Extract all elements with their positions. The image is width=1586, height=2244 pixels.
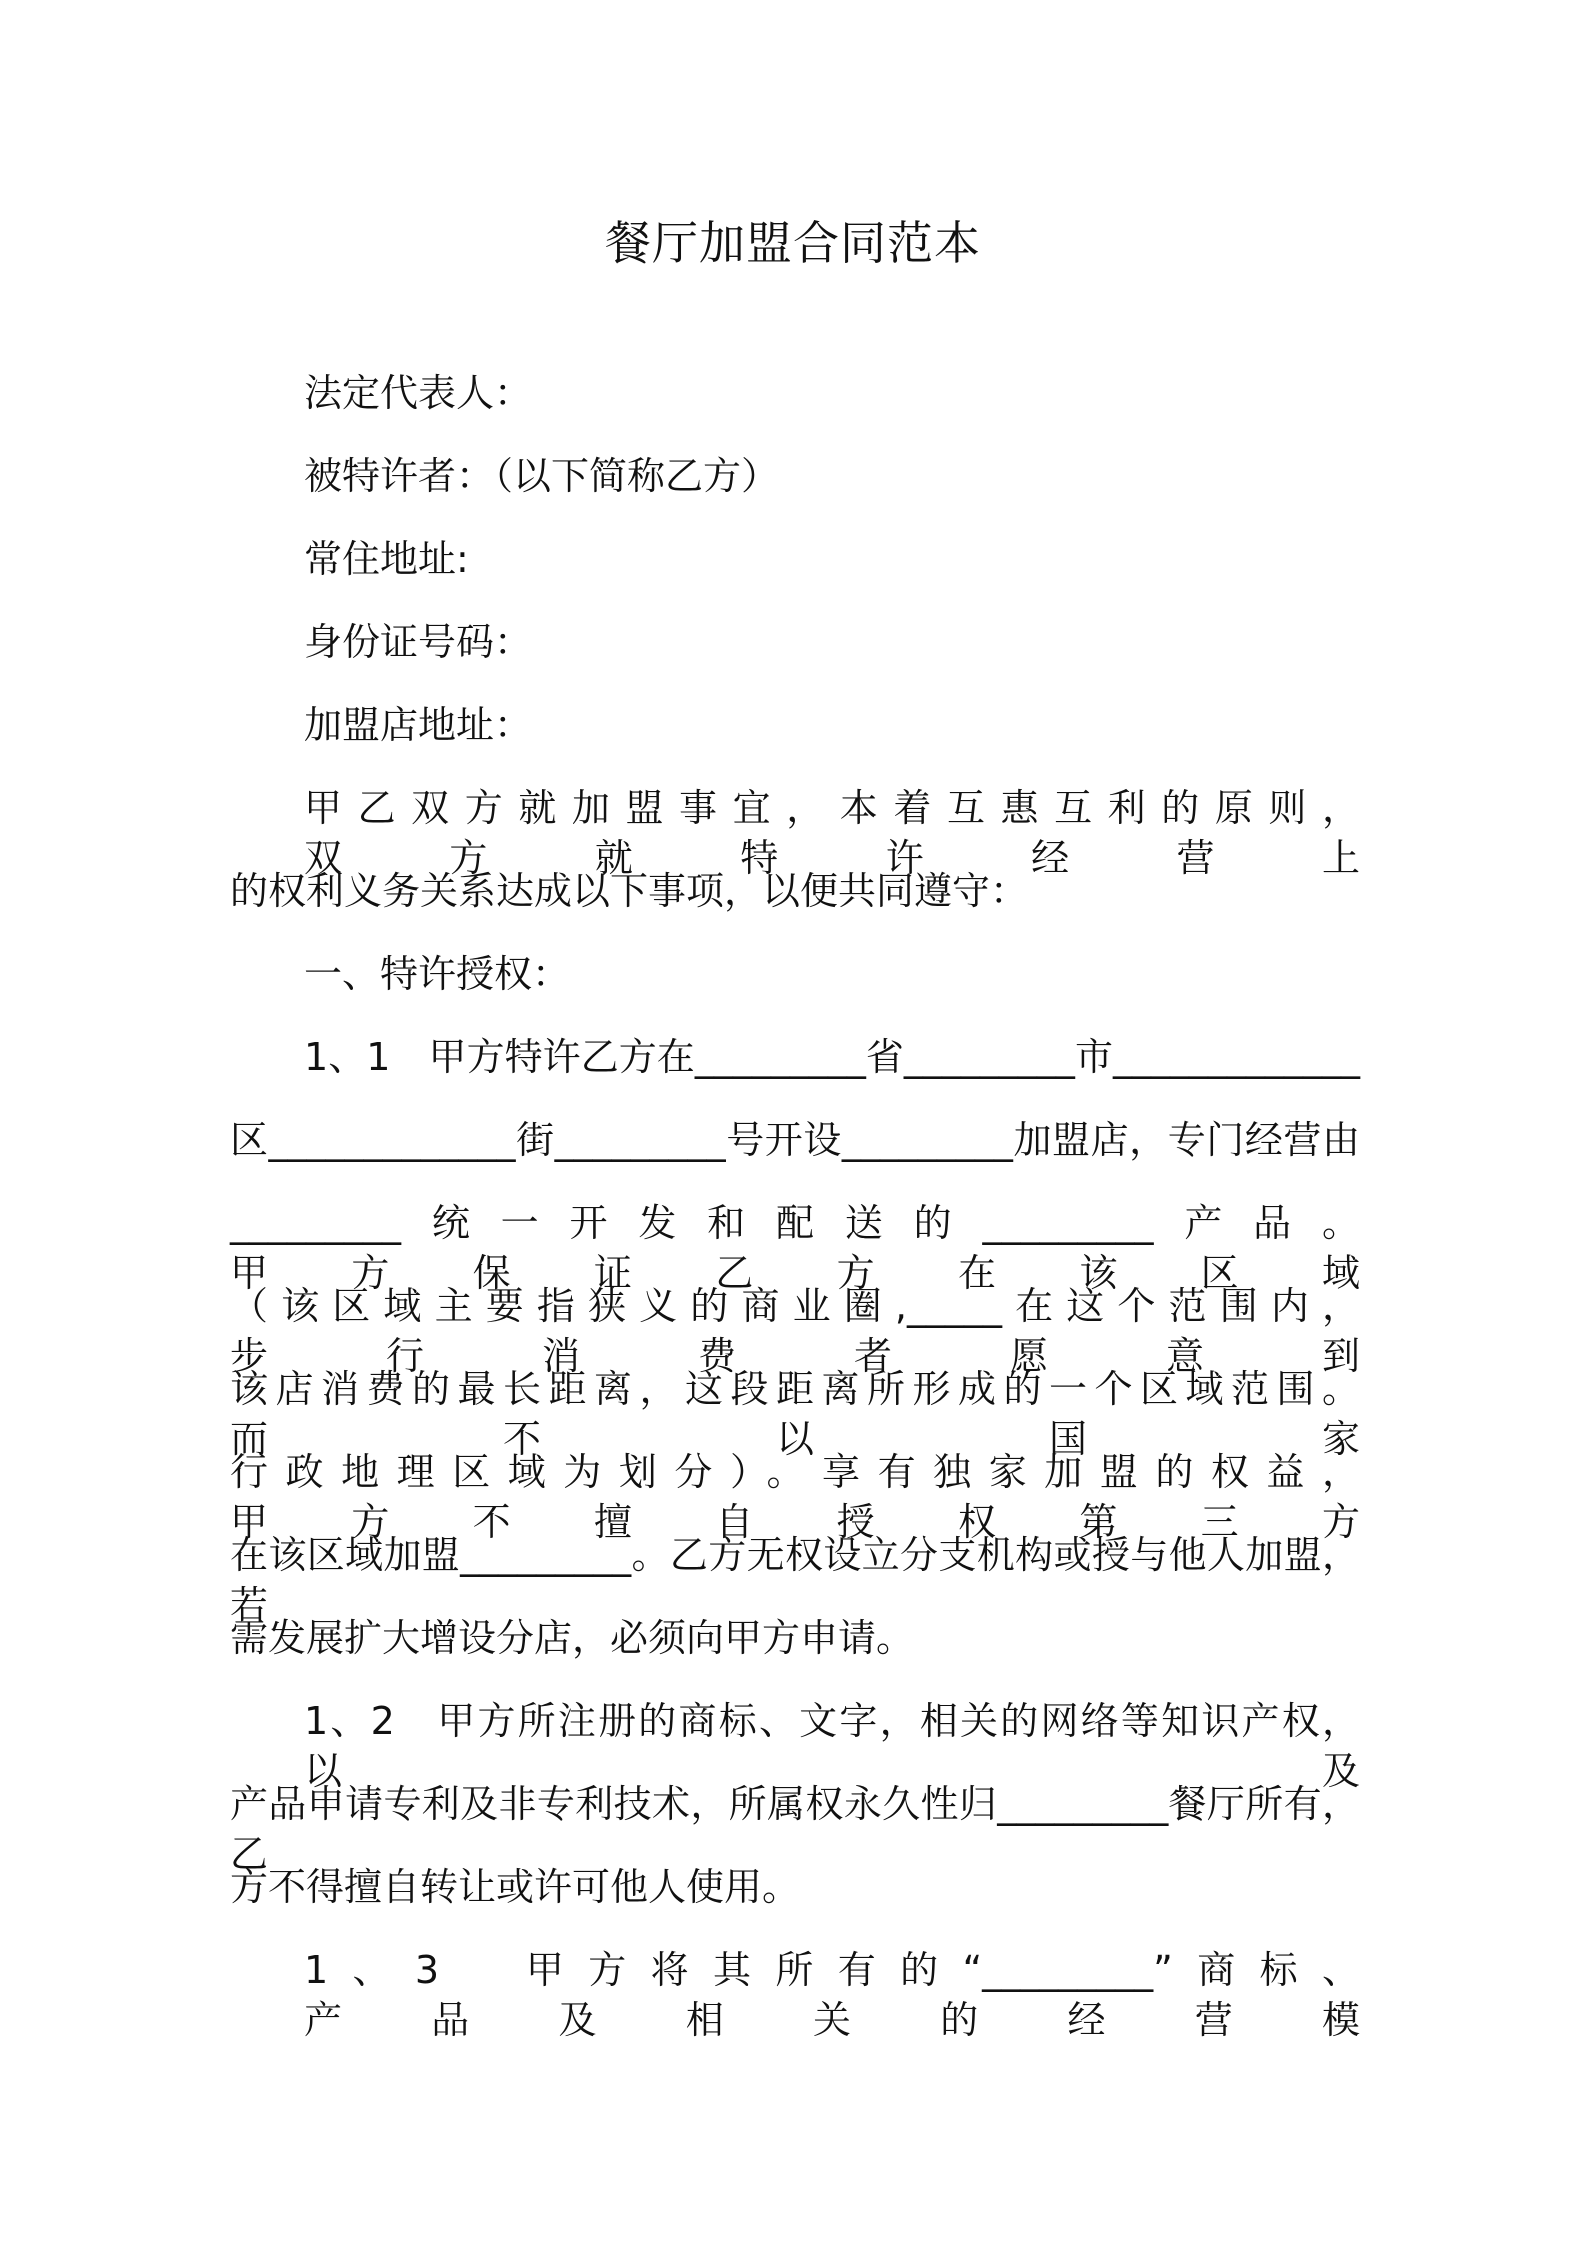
- field-legal-representative: 法定代表人：: [304, 371, 533, 415]
- clause-line: 区_____________街_________号开设_________加盟店，专门经营由: [230, 1118, 1360, 1162]
- clause-line: 在该区域加盟_________。乙方无权设立分支机构或授与他人加盟，若: [230, 1533, 1360, 1627]
- field-permanent-address: 常住地址:: [304, 537, 469, 581]
- paragraph-line: 甲乙双方就加盟事宜，本着互惠互利的原则，双方就特许经营上: [304, 786, 1360, 880]
- field-franchisee: 被特许者：（以下简称乙方）: [304, 454, 780, 498]
- clause-line: 该店消费的最长距离，这段距离所形成的一个区域范围。而不以国家: [230, 1367, 1360, 1461]
- clause-line: 1、3 甲方将其所有的“_________”商标、产品及相关的经营模: [304, 1948, 1360, 2042]
- clause-line: 1、2 甲方所注册的商标、文字，相关的网络等知识产权，以及: [304, 1699, 1360, 1793]
- field-id-number: 身份证号码：: [304, 620, 533, 664]
- paragraph-line: 的权利义务关系达成以下事项，以便共同遵守：: [230, 869, 1029, 913]
- clause-line: 产品申请专利及非专利技术，所属权永久性归_________餐厅所有，乙: [230, 1782, 1360, 1876]
- clause-line: 方不得擅自转让或许可他人使用。: [230, 1865, 801, 1909]
- clause-line: 行政地理区域为划分）。享有独家加盟的权益，甲方不擅自授权第三方: [230, 1450, 1360, 1544]
- document-title: 餐厅加盟合同范本: [605, 216, 981, 270]
- clause-line: _________统一开发和配送的_________产品。甲方保证乙方在该区域: [230, 1201, 1360, 1295]
- clause-line: （该区域主要指狭义的商业圈,_____在这个范围内，步行消费者愿意到: [230, 1284, 1360, 1378]
- field-franchise-store-address: 加盟店地址：: [304, 703, 533, 747]
- clause-line: 1、1 甲方特许乙方在_________省_________市_____________: [304, 1035, 1360, 1079]
- clause-line: 需发展扩大增设分店，必须向甲方申请。: [230, 1616, 915, 1660]
- section-heading: 一、特许授权：: [304, 952, 571, 996]
